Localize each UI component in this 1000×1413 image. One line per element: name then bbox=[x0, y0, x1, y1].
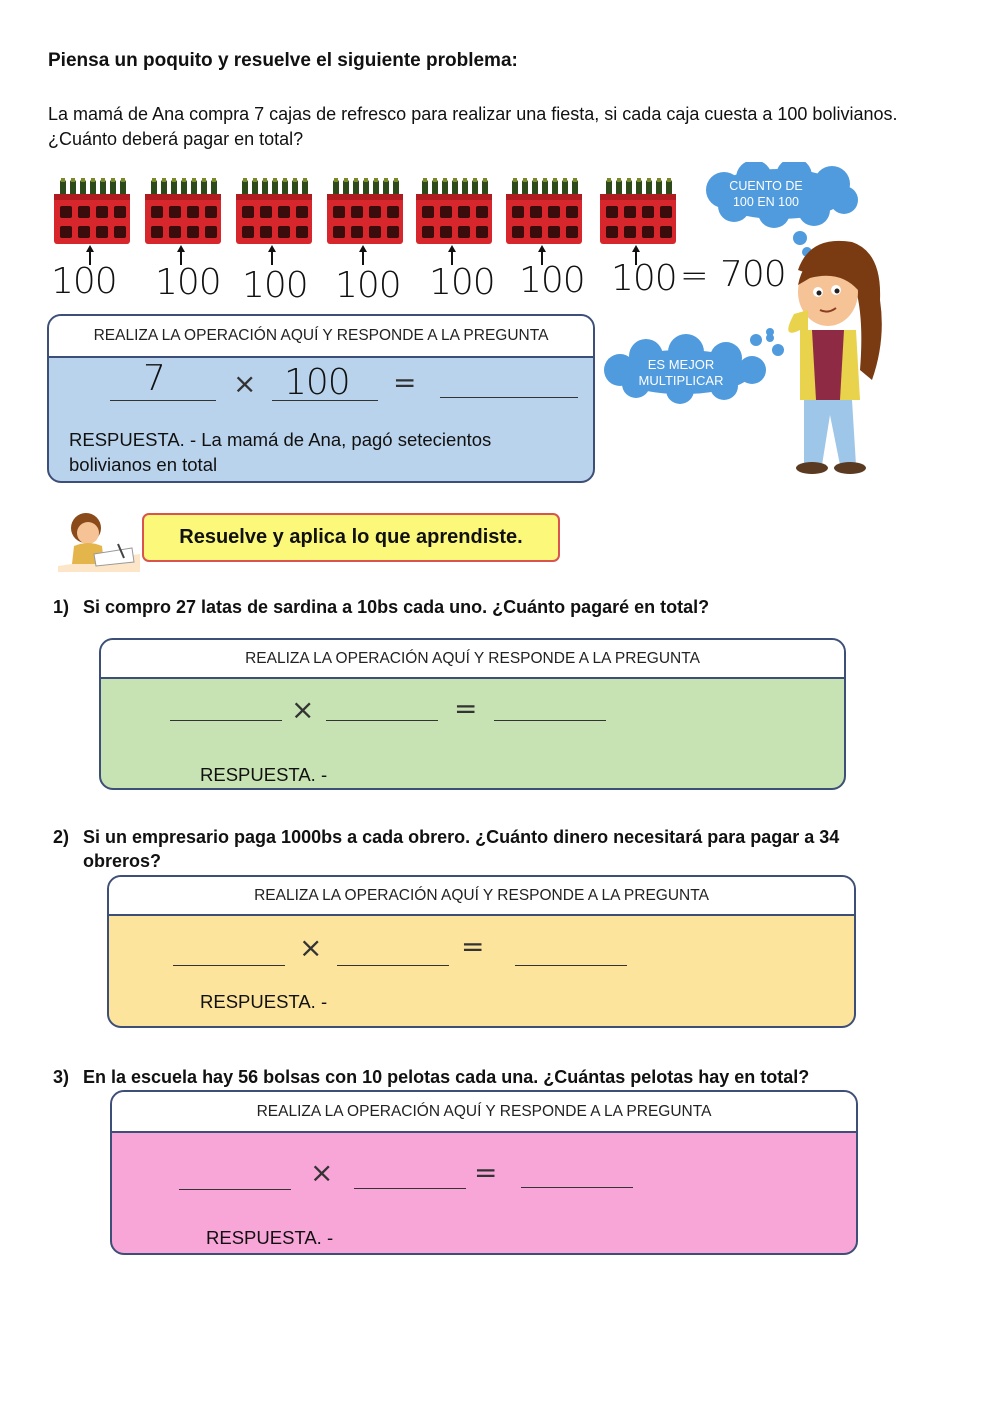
question-2-equals-sign: = bbox=[461, 930, 485, 963]
question-2-number: 2) bbox=[53, 827, 70, 847]
question-1-number: 1) bbox=[53, 597, 70, 617]
cloud-top-line1: CUENTO DE bbox=[729, 179, 803, 193]
question-1-text: Si compro 27 latas de sardina a 10bs cada uno. ¿Cuánto pagaré en total? bbox=[83, 597, 710, 617]
question-3-equals-sign: = bbox=[474, 1156, 498, 1189]
example-factor1: 7 bbox=[143, 358, 165, 399]
soda-crate bbox=[143, 176, 223, 246]
example-times-sign: × bbox=[233, 367, 257, 400]
question-2-line2: obreros? bbox=[83, 851, 162, 871]
example-answer-blank[interactable] bbox=[440, 397, 578, 398]
example-blank2 bbox=[272, 400, 378, 401]
cloud-bottom-line1: ES MEJOR bbox=[647, 357, 715, 372]
cloud-top-text bbox=[704, 178, 828, 210]
question-3-blank1[interactable] bbox=[179, 1189, 291, 1190]
soda-crate bbox=[598, 176, 678, 246]
question-1-equals-sign: = bbox=[454, 692, 478, 725]
question-3-blank2[interactable] bbox=[354, 1188, 466, 1189]
question-1-answer-label: RESPUESTA. - bbox=[200, 764, 328, 785]
example-equals-sign: = bbox=[393, 366, 417, 399]
question-2-box-header: REALIZA LA OPERACIÓN AQUÍ Y RESPONDE A LA PREGUNTA bbox=[109, 877, 854, 916]
soda-crate bbox=[504, 176, 584, 246]
page-title: Piensa un poquito y resuelve el siguiente problema: bbox=[48, 50, 518, 71]
soda-crate bbox=[414, 176, 494, 246]
question-2-blank1[interactable] bbox=[173, 965, 285, 966]
cloud-bottom-text bbox=[616, 357, 746, 389]
crate-value-label: 100 bbox=[335, 265, 401, 306]
question-2-answer-label: RESPUESTA. - bbox=[200, 991, 328, 1012]
girl-thinking-illustration bbox=[760, 230, 895, 480]
crate-value-label: 100 bbox=[155, 262, 221, 303]
question-3-times-sign: × bbox=[310, 1156, 334, 1189]
question-2-blank2[interactable] bbox=[337, 965, 449, 966]
problem-text: La mamá de Ana compra 7 cajas de refresco para realizar una fiesta, si cada caja cuesta a 100 bolivianos. ¿Cuánto deberá pagar en total? bbox=[48, 104, 898, 149]
crate-value-label: 100 bbox=[519, 260, 585, 301]
total-value: 700 bbox=[720, 254, 786, 295]
question-3-answer-label: RESPUESTA. - bbox=[206, 1227, 334, 1248]
total-equals-sign: = bbox=[680, 256, 708, 296]
example-box-header: REALIZA LA OPERACIÓN AQUÍ Y RESPONDE A LA PREGUNTA bbox=[49, 316, 593, 358]
example-blank1 bbox=[110, 400, 216, 401]
example-answer-text bbox=[69, 427, 491, 477]
cloud-top-line2: 100 EN 100 bbox=[732, 195, 800, 209]
example-answer-line2: bolivianos en total bbox=[69, 454, 218, 475]
crate-value-label: 100 bbox=[242, 265, 308, 306]
question-2-answer-blank[interactable] bbox=[515, 965, 627, 966]
crate-value-label: 100 bbox=[51, 261, 117, 302]
question-2-times-sign: × bbox=[299, 931, 323, 964]
crate-value-label: 100 bbox=[429, 262, 495, 303]
question-1-times-sign: × bbox=[291, 693, 315, 726]
question-2-text bbox=[83, 825, 839, 873]
question-1-blank2[interactable] bbox=[326, 720, 438, 721]
question-3-number: 3) bbox=[53, 1067, 70, 1087]
cloud-bottom-line2: MULTIPLICAR bbox=[638, 373, 724, 388]
question-1-answer-blank[interactable] bbox=[494, 720, 606, 721]
question-3-box-header: REALIZA LA OPERACIÓN AQUÍ Y RESPONDE A LA PREGUNTA bbox=[112, 1092, 856, 1133]
kid-studying-icon bbox=[58, 506, 140, 572]
question-1-blank1[interactable] bbox=[170, 720, 282, 721]
crate-value-label: 100 bbox=[611, 258, 677, 299]
practice-banner: Resuelve y aplica lo que aprendiste. bbox=[142, 513, 560, 562]
soda-crate bbox=[52, 176, 132, 246]
soda-crate bbox=[325, 176, 405, 246]
up-arrow-icon bbox=[267, 245, 277, 265]
example-answer-line1: RESPUESTA. - La mamá de Ana, pagó setecientos bbox=[69, 429, 492, 450]
question-3-text: En la escuela hay 56 bolsas con 10 pelotas cada una. ¿Cuántas pelotas hay en total? bbox=[83, 1067, 810, 1087]
example-factor2: 100 bbox=[284, 362, 350, 403]
up-arrow-icon bbox=[358, 245, 368, 265]
question-2-line1: Si un empresario paga 1000bs a cada obrero. ¿Cuánto dinero necesitará para pagar a 34 bbox=[83, 827, 840, 847]
question-3-answer-blank[interactable] bbox=[521, 1187, 633, 1188]
soda-crate bbox=[234, 176, 314, 246]
question-1-box-header: REALIZA LA OPERACIÓN AQUÍ Y RESPONDE A LA PREGUNTA bbox=[101, 640, 844, 679]
